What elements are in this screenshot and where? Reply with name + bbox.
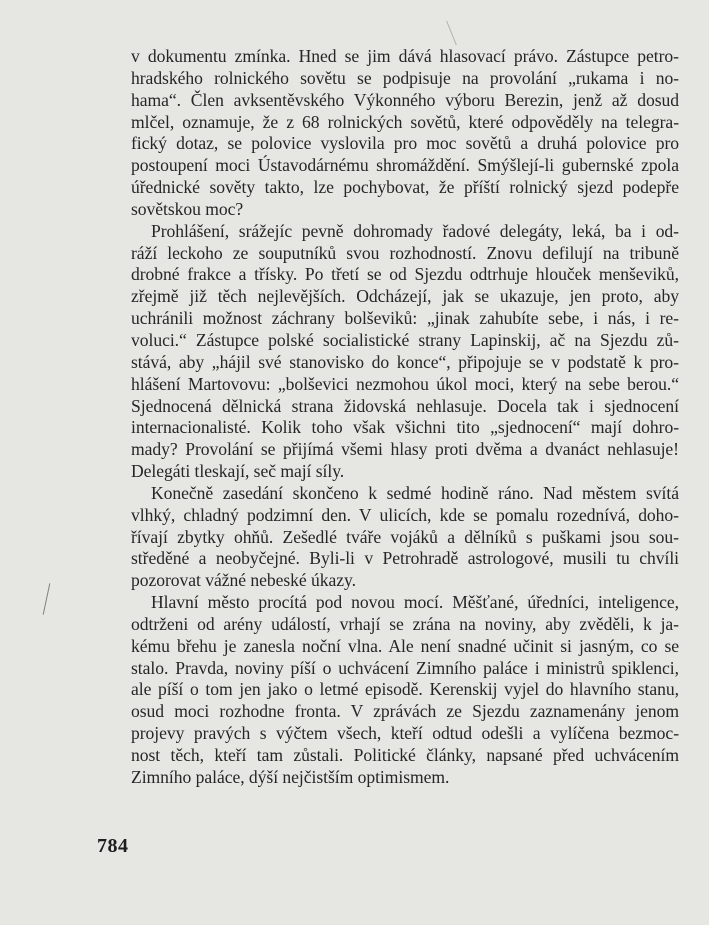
margin-mark <box>43 583 51 615</box>
text-line: středěné a neobyčejné. Byli-li v Petrohradě astrologové, musili tu chvíli <box>131 548 679 569</box>
text-line: Delegáti tleskají, seč mají síly. <box>131 461 345 482</box>
text-line: vlhký, chladný podzimní den. V ulicích, kde se pomalu rozednívá, doho- <box>131 504 679 525</box>
text-line: projevy pravých s výčtem všech, kteří odtud odešli a vylíčena bezmoc- <box>131 723 679 744</box>
text-line: odtrženi od arény událostí, vrhají se zrána na noviny, aby zvěděli, k ja- <box>131 613 679 634</box>
text-line: stalo. Pravda, noviny píší o uchvácení Zimního paláce i ministrů spiklenci, <box>131 657 679 678</box>
text-line: osud moci rozhodne fronta. V zprávách ze Sjezdu zaznamenány jenom <box>131 701 679 722</box>
pencil-mark <box>446 21 457 45</box>
paragraph <box>131 483 679 592</box>
text-line: kému břehu je zanesla noční vlna. Ale není snadné učinit si jasným, co se <box>131 635 679 656</box>
text-line: řívají zbytky ohňů. Zešedlé tváře vojáků a dělníků s puškami jsou sou- <box>131 526 679 547</box>
text-line: Prohlášení, srážejíc pevně dohromady řadové delegáty, leká, ba i od- <box>151 220 679 241</box>
text-line: drobné frakce a třísky. Po třetí se od Sjezdu odtrhuje hlouček menševiků, <box>131 264 679 285</box>
text-line: Hlavní město procítá pod novou mocí. Měšťané, úředníci, inteligence, <box>151 592 679 613</box>
text-line: mlčel, oznamuje, že z 68 rolnických sovětů, které odpověděly na telegra- <box>131 111 679 132</box>
text-line: v dokumentu zmínka. Hned se jim dává hlasovací právo. Zástupce petro- <box>131 46 679 66</box>
text-line: stává, aby „hájil své stanovisko do konce“, připojuje se v podstatě k pro- <box>131 351 679 372</box>
text-line: úřednické sověty takto, lze pochybovat, že příští rolnický sjezd podepře <box>131 177 679 198</box>
text-line: postoupení moci Ústavodárnému shromáždění. Smýšlejí-li gubernské zpola <box>131 155 679 176</box>
text-line: zřejmě již těch nejlevějších. Odcházejí, jak se ukazuje, jen proto, aby <box>131 286 679 307</box>
text-line: Konečně zasedání skončeno k sedmé hodině ráno. Nad městem svítá <box>151 482 679 503</box>
page-number: 784 <box>97 835 129 857</box>
paragraph <box>131 221 679 483</box>
body-text <box>131 46 679 789</box>
text-line: fický dotaz, se polovice vyslovila pro moc sovětů a druhá polovice pro <box>131 133 679 154</box>
text-line: pozorovat vážné nebeské úkazy. <box>131 570 356 591</box>
text-line: nost těch, kteří tam zůstali. Politické články, napsané před uchvácením <box>131 745 679 765</box>
paragraph <box>131 46 679 221</box>
text-line: hama“. Člen avksentěvského Výkonného výboru Berezin, jenž až dosud <box>131 89 679 110</box>
text-line: uchránili možnost záchrany bolševiků: „jinak zahubíte sebe, i nás, i re- <box>131 308 679 329</box>
text-line: Sjednocená dělnická strana židovská nehlasuje. Docela tak i sjednocení <box>131 395 679 416</box>
text-line: hlášení Martovovu: „bolševici nezmohou úkol moci, který na sebe berou.“ <box>131 373 679 394</box>
paragraph <box>131 592 679 789</box>
text-line: voluci.“ Zástupce polské socialistické strany Lapinskij, ač na Sjezdu zů- <box>131 329 679 350</box>
text-line: ale píší o tom jen jako o letmé episodě. Kerenskij vyjel do hlavního stanu, <box>131 679 679 700</box>
text-line: hradského rolnického sovětu se podpisuje na provolání „rukama i no- <box>131 67 679 88</box>
text-line: sovětskou moc? <box>131 198 244 219</box>
text-line: Zimního paláce, dýší nejčistším optimismem. <box>131 766 450 787</box>
text-line: internacionalisté. Kolik toho však všichni tito „sjednocení“ mají dohro- <box>131 417 679 438</box>
text-line: mady? Provolání se přijímá všemi hlasy proti dvěma a dvanáct nehlasuje! <box>131 439 679 460</box>
text-line: ráží leckoho ze souputníků svou rozhodností. Znovu defilují na tribuně <box>131 242 679 263</box>
